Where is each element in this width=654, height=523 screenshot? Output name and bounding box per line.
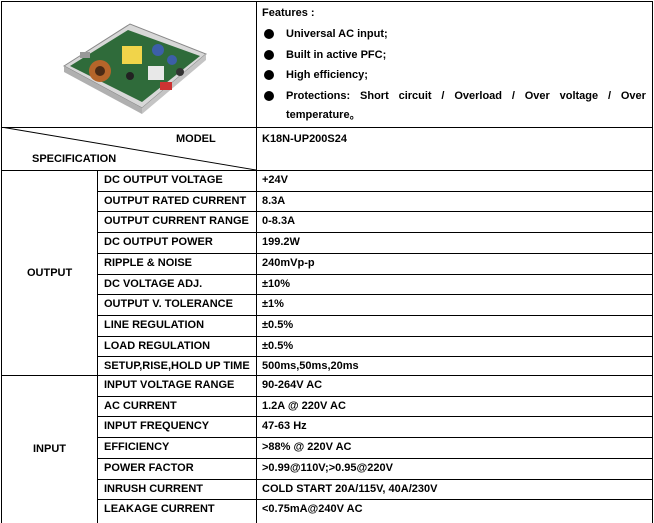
- spec-value: 47-63 Hz: [262, 420, 307, 432]
- row-divider: [97, 191, 653, 192]
- feature-item: High efficiency;: [286, 69, 368, 81]
- spec-label: DC OUTPUT VOLTAGE: [104, 174, 223, 186]
- spec-value: 8.3A: [262, 195, 286, 207]
- row-divider: [97, 336, 653, 337]
- spec-value: ±0.5%: [262, 319, 294, 331]
- spec-label: INPUT FREQUENCY: [104, 420, 210, 432]
- feature-protections-line1: [286, 90, 646, 103]
- protections-word: /: [511, 90, 515, 102]
- spec-label: OUTPUT CURRENT RANGE: [104, 215, 249, 227]
- model-label: MODEL: [176, 133, 216, 145]
- spec-value: <0.75mA@240V AC: [262, 503, 363, 515]
- row-divider: [97, 232, 653, 233]
- spec-value: 500ms,50ms,20ms: [262, 360, 359, 372]
- spec-label: EFFICIENCY: [104, 441, 170, 453]
- row-divider: [97, 396, 653, 397]
- row-divider: [97, 253, 653, 254]
- bullet-icon: [264, 91, 274, 101]
- spec-label: LINE REGULATION: [104, 319, 205, 331]
- spec-label: POWER FACTOR: [104, 462, 194, 474]
- product-photo: [60, 16, 210, 114]
- row-divider: [1, 375, 653, 376]
- row-divider: [97, 479, 653, 480]
- spec-value: 90-264V AC: [262, 379, 323, 391]
- spec-value: COLD START 20A/115V, 40A/230V: [262, 483, 438, 495]
- protections-word: voltage: [559, 90, 599, 102]
- spec-label: RIPPLE & NOISE: [104, 257, 193, 269]
- row-divider: [97, 211, 653, 212]
- row-divider: [97, 416, 653, 417]
- protections-word: Over: [524, 90, 550, 102]
- spec-value: 1.2A @ 220V AC: [262, 400, 346, 412]
- row-divider: [97, 315, 653, 316]
- column-divider: [97, 170, 98, 523]
- spec-label: OUTPUT V. TOLERANCE: [104, 298, 233, 310]
- protections-word: Overload: [454, 90, 502, 102]
- row-divider: [97, 294, 653, 295]
- spec-value: 0-8.3A: [262, 215, 296, 227]
- spec-value: >0.99@110V;>0.95@220V: [262, 462, 393, 474]
- feature-item: Universal AC input;: [286, 28, 388, 40]
- protections-word: /: [441, 90, 445, 102]
- feature-protections-line2: temperature。: [286, 109, 361, 121]
- section-label-input: INPUT: [33, 443, 66, 455]
- spec-value: 240mVp-p: [262, 257, 315, 269]
- spec-label: AC CURRENT: [104, 400, 177, 412]
- row-divider: [97, 274, 653, 275]
- row-divider: [97, 499, 653, 500]
- spec-label: OUTPUT RATED CURRENT: [104, 195, 247, 207]
- bullet-icon: [264, 70, 274, 80]
- spec-value: >88% @ 220V AC: [262, 441, 352, 453]
- spec-label: LEAKAGE CURRENT: [104, 503, 215, 515]
- spec-label: INPUT VOLTAGE RANGE: [104, 379, 235, 391]
- protections-word: Short: [360, 90, 389, 102]
- spec-label: LOAD REGULATION: [104, 340, 211, 352]
- column-divider: [256, 1, 257, 523]
- features-title: Features :: [262, 7, 315, 19]
- spec-label: DC OUTPUT POWER: [104, 236, 213, 248]
- spec-value: +24V: [262, 174, 288, 186]
- model-value: K18N-UP200S24: [262, 133, 347, 145]
- row-divider: [97, 437, 653, 438]
- protections-word: Protections:: [286, 90, 351, 102]
- protections-word: Over: [620, 90, 646, 102]
- spec-label: SETUP,RISE,HOLD UP TIME: [104, 360, 250, 372]
- spec-value: ±0.5%: [262, 340, 294, 352]
- row-divider: [1, 170, 653, 171]
- section-label-output: OUTPUT: [27, 267, 73, 279]
- spec-value: ±10%: [262, 278, 291, 290]
- spec-label: INRUSH CURRENT: [104, 483, 203, 495]
- protections-word: circuit: [398, 90, 432, 102]
- protections-word: /: [607, 90, 612, 102]
- bullet-icon: [264, 29, 274, 39]
- spec-label: DC VOLTAGE ADJ.: [104, 278, 203, 290]
- spec-value: ±1%: [262, 298, 284, 310]
- feature-item: Built in active PFC;: [286, 49, 387, 61]
- row-divider: [97, 356, 653, 357]
- bullet-icon: [264, 50, 274, 60]
- row-divider: [97, 458, 653, 459]
- spec-value: 199.2W: [262, 236, 300, 248]
- specification-label: SPECIFICATION: [32, 153, 117, 165]
